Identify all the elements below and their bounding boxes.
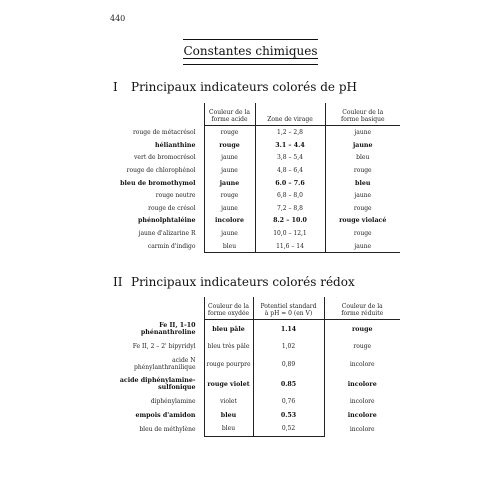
reduced-color: incolore [347,380,377,388]
transition-zone: 10,0 – 12,1 [255,227,325,240]
section-heading-redox [113,275,355,289]
page-number: 440 [110,14,126,23]
basic-color: jaune [325,139,400,152]
oxidized-color: rouge violet [204,374,253,394]
table-row [110,422,400,436]
standard-potential: 0,76 [253,394,324,408]
main-title: Constantes chimiques [183,44,318,58]
oxidized-color: rouge pourpre [204,354,253,374]
acid-color: rouge [204,139,255,152]
transition-zone: 3.1 – 4.4 [255,139,325,152]
acid-color: jaune [204,177,255,190]
reduced-color: incolore [349,360,375,368]
basic-color: bleu [325,152,400,165]
basic-color: jaune [325,189,400,202]
table-row [110,339,400,354]
ph-indicators-table [110,103,400,253]
indicator-name: rouge de métacrésol [132,128,196,136]
header-transition-zone: Zone de virage [255,103,325,125]
acid-color: bleu [204,240,255,253]
section-title: Principaux indicateurs colorés rédox [131,275,355,289]
standard-potential: 0,52 [253,422,324,436]
transition-zone: 8.2 – 10.0 [255,215,325,228]
acid-color: jaune [204,164,255,177]
oxidized-color: bleu [204,422,253,436]
table-row [110,202,400,215]
indicator-name: Fe II, 2 – 2' bipyridyl [132,343,196,350]
transition-zone: 7,2 – 8,8 [255,202,325,215]
transition-zone: 11,6 – 14 [255,240,325,253]
table-row [110,227,400,240]
basic-color: rouge [325,164,400,177]
table-row [110,164,400,177]
header-empty [110,103,204,125]
basic-color: bleu [325,177,400,190]
basic-color: jaune [325,125,400,139]
indicator-name: bleu de bromothymol [120,179,196,187]
acid-color: jaune [204,227,255,240]
table-row [110,125,400,139]
section-number: II [113,275,123,289]
table-row [110,394,400,408]
header-empty [110,297,204,319]
indicator-name: empois d'amidon [135,411,196,419]
indicator-name: rouge de chlorophénol [126,166,196,174]
reduced-color: incolore [349,425,375,433]
standard-potential: 1.14 [253,319,324,339]
indicator-name: rouge neutre [155,192,196,200]
indicator-name: jaune d'alizarine R [138,229,196,237]
basic-color: rouge [325,202,400,215]
section-title: Principaux indicateurs colorés de pH [131,80,357,94]
oxidized-color: bleu pâle [204,319,253,339]
header-oxidized-color: Couleur de la forme oxydée [204,297,253,319]
table-row [110,215,400,228]
header-acid-color: Couleur de la forme acide [204,103,255,125]
table-row [110,240,400,253]
indicator-name: carmin d'indigo [147,242,196,250]
indicator-name: diphénylamine [150,397,196,405]
basic-color: rouge [325,227,400,240]
acid-color: jaune [204,202,255,215]
oxidized-color: bleu très pâle [204,339,253,354]
reduced-color: incolore [347,411,377,419]
header-basic-color: Couleur de la forme basique [325,103,400,125]
indicator-name: rouge de crésol [148,204,196,212]
table-row [110,354,400,374]
transition-zone: 6.0 – 7.6 [255,177,325,190]
table-row [110,319,400,339]
standard-potential: 0.85 [253,374,324,394]
standard-potential: 1,02 [253,339,324,354]
standard-potential: 0,89 [253,354,324,374]
oxidized-color: violet [204,394,253,408]
table-row [110,189,400,202]
main-title-box [183,39,318,65]
section-heading-ph [113,80,357,94]
table-row [110,408,400,422]
indicator-name: acide diphénylamine- sulfonique [119,377,196,391]
table-row [110,177,400,190]
section-number: I [113,80,118,94]
transition-zone: 6,8 – 8,0 [255,189,325,202]
header-standard-potential: Potentiel standard à pH = 0 (en V) [253,297,324,319]
basic-color: rouge violacé [325,215,400,228]
basic-color: jaune [325,240,400,253]
table-row [110,374,400,394]
acid-color: jaune [204,152,255,165]
header-reduced-color: Couleur de la forme réduite [341,302,384,317]
transition-zone: 1,2 – 2,8 [255,125,325,139]
reduced-color: incolore [349,397,375,405]
oxidized-color: bleu [204,408,253,422]
acid-color: incolore [204,215,255,228]
standard-potential: 0.53 [253,408,324,422]
transition-zone: 4,8 – 6,4 [255,164,325,177]
table-row [110,152,400,165]
indicator-name: Fe II, 1-10 phénanthroline [140,322,196,336]
indicator-name: acide N phénylanthranilique [134,357,196,371]
redox-indicators-table [110,297,400,437]
indicator-name: hélianthine [155,141,196,149]
acid-color: rouge [204,125,255,139]
indicator-name: bleu de méthylène [139,425,196,433]
acid-color: rouge [204,189,255,202]
table-row [110,139,400,152]
indicator-name: phénolphtaléine [137,217,196,225]
transition-zone: 3,8 – 5,4 [255,152,325,165]
indicator-name: vert de bromocrésol [134,154,196,162]
reduced-color: rouge [324,319,400,339]
reduced-color: rouge [353,343,372,350]
